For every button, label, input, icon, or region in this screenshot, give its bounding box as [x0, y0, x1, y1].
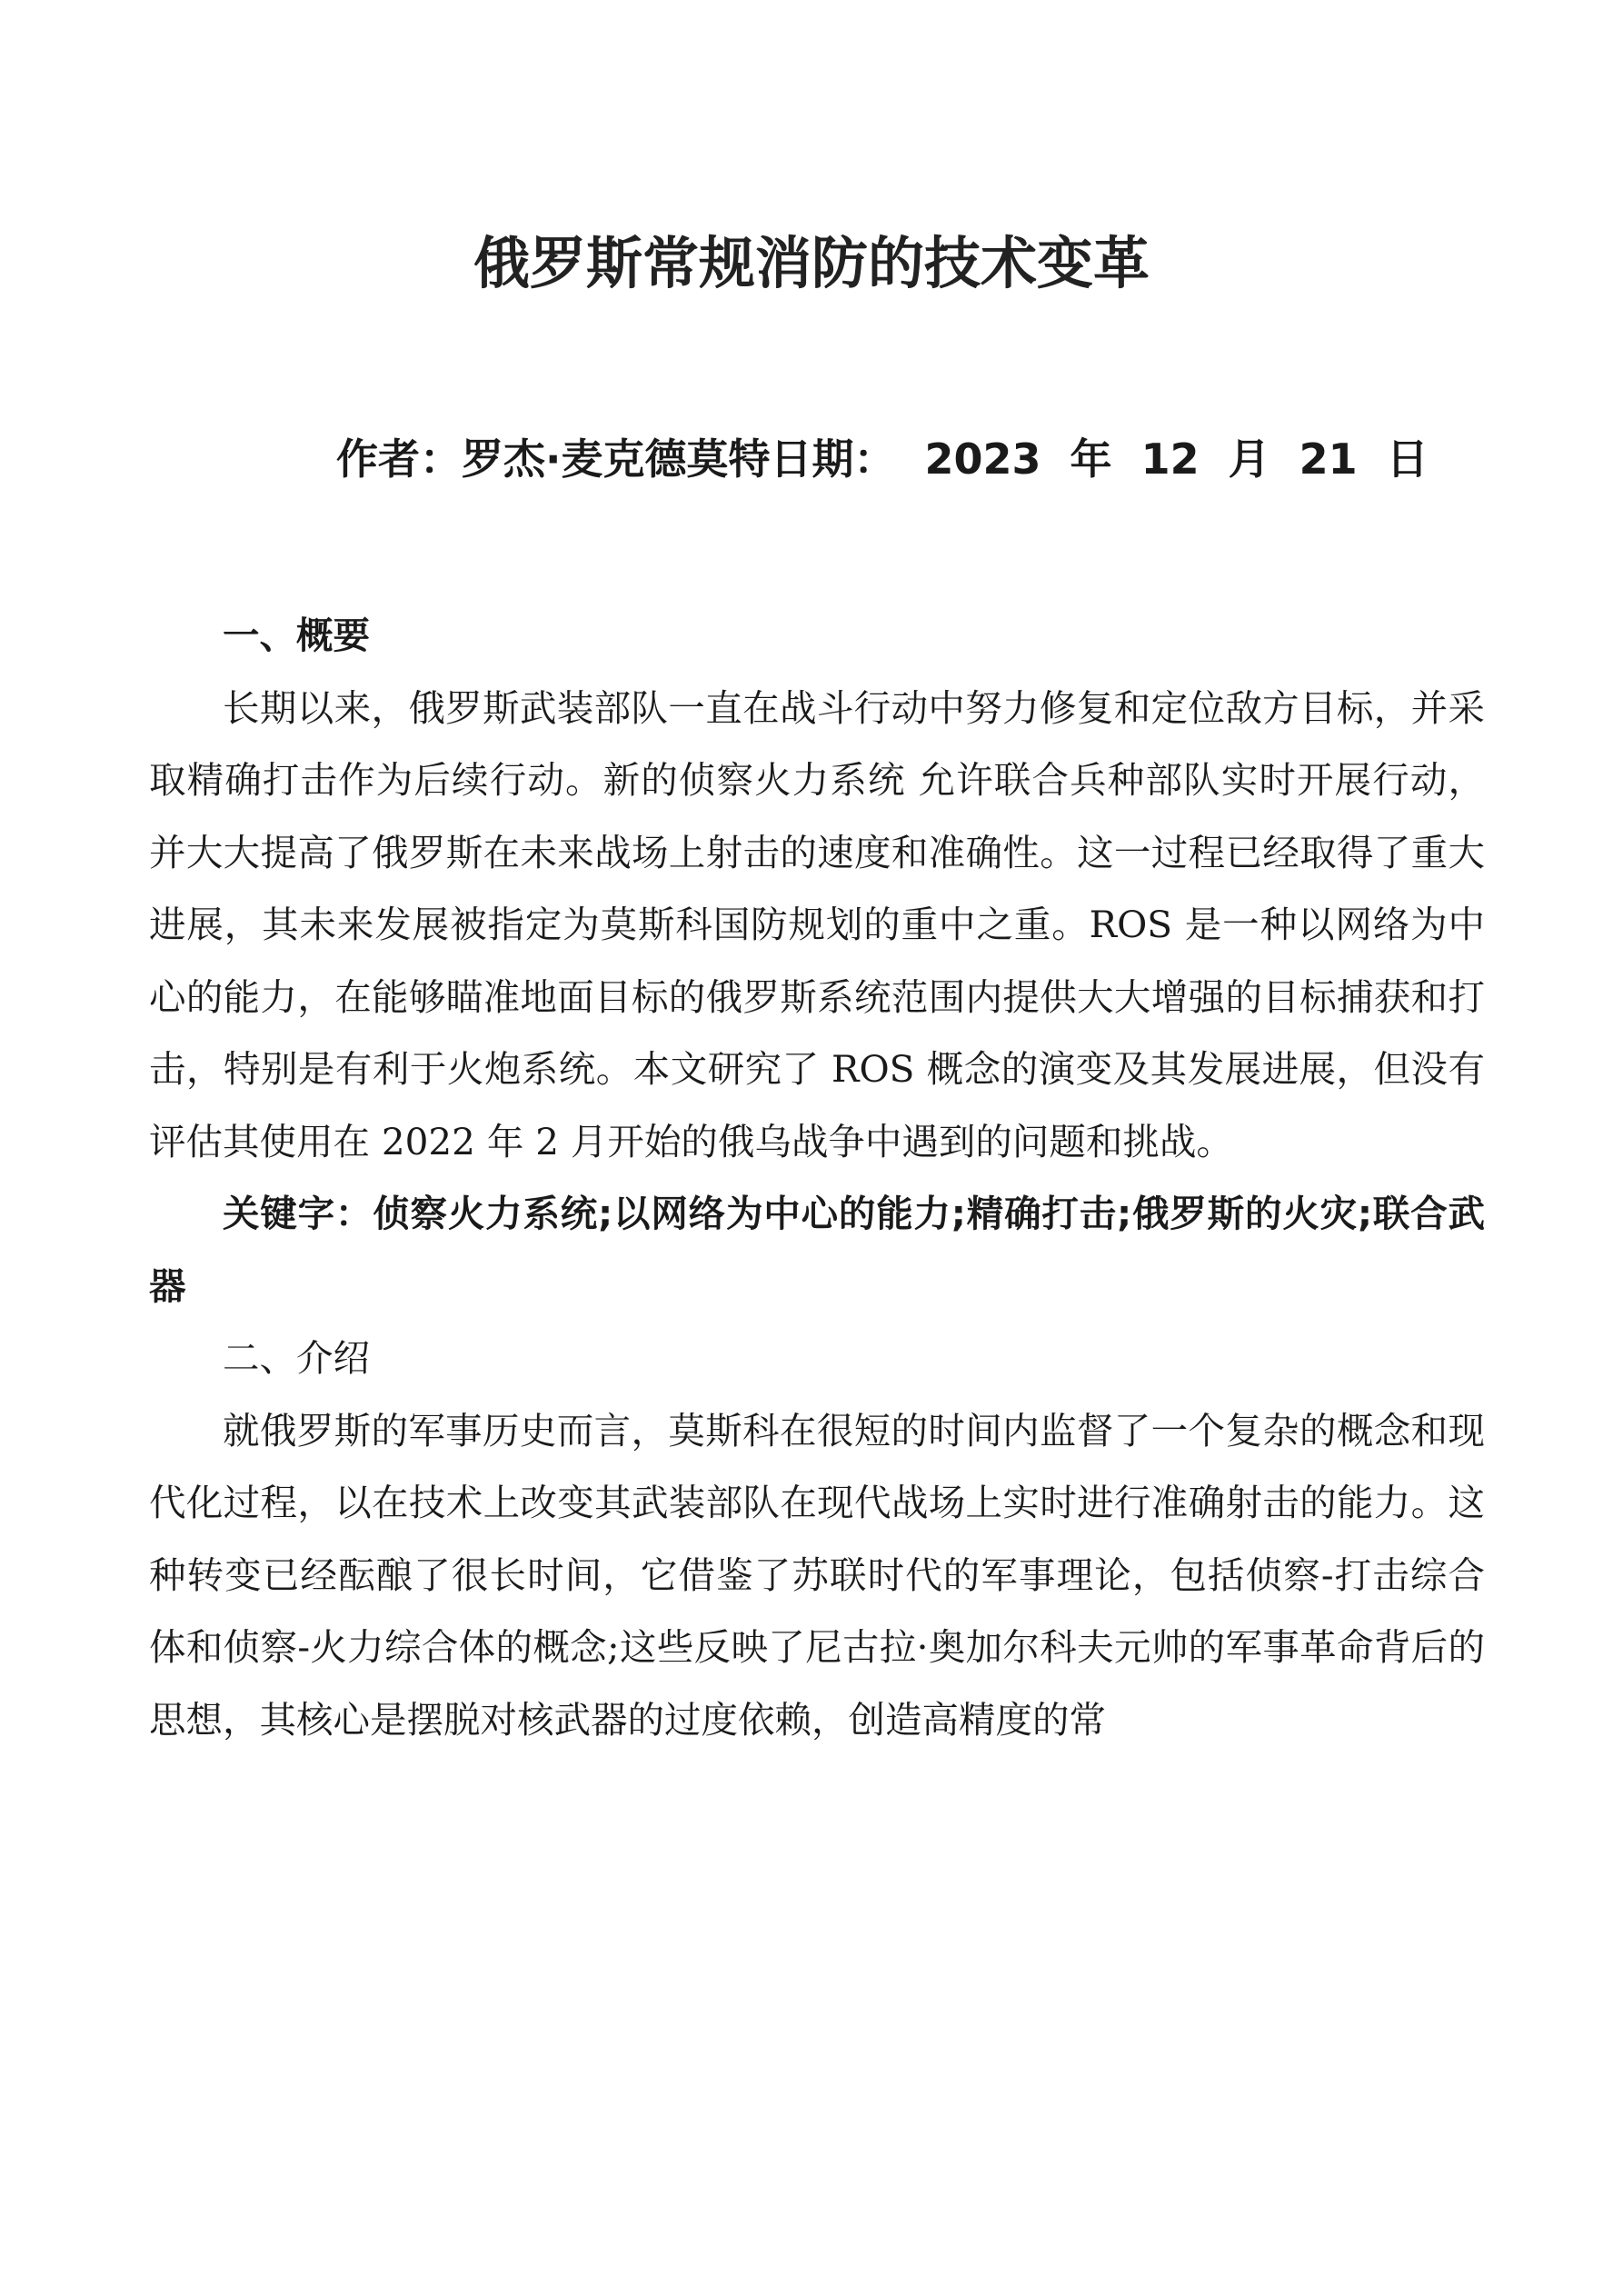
- overview-paragraph: 长期以来，俄罗斯武装部队一直在战斗行动中努力修复和定位敌方目标，并采取精确打击作为后续行动。新的侦察火力系统 允许联合兵种部队实时开展行动，并大大提高了俄罗斯在未来战场上射击的速度和准确性。这一过程已经取得了重大进展，其未来发展被指定为莫斯科国防规划的重中之重。ROS 是一种以网络为中心的能力，在能够瞄准地面目标的俄罗斯系统范围内提供大大增强的目标捕获和打击，特别是有利于火炮系统。本文研究了 ROS 概念的演变及其发展进展，但没有评估其使用在 2022 年 2 月开始的俄乌战争中遇到的问题和挑战。: [149, 685, 1485, 1163]
- section-heading-overview: 一、概要: [223, 614, 370, 657]
- introduction-paragraph: 就俄罗斯的军事历史而言，莫斯科在很短的时间内监督了一个复杂的概念和现代化过程，以在技术上改变其武装部队在现代战场上实时进行准确射击的能力。这种转变已经酝酿了很长时间，它借鉴了苏联时代的军事理论，包括侦察-打击综合体和侦察-火力综合体的概念;这些反映了尼古拉·奥加尔科夫元帅的军事革命背后的思想，其核心是摆脱对核武器的过度依赖，创造高精度的常: [149, 1408, 1485, 1742]
- section-heading-introduction: 二、介绍: [223, 1336, 370, 1380]
- document-body: [149, 600, 1485, 1756]
- keywords-line: 关键字：侦察火力系统;以网络为中心的能力;精确打击;俄罗斯的火灾;联合武器: [149, 1192, 1485, 1308]
- document-title: 俄罗斯常规消防的技术变革: [473, 230, 1150, 296]
- author-date-line: 作者：罗杰·麦克德莫特日期： 2023 年 12 月 21 日: [336, 434, 1429, 484]
